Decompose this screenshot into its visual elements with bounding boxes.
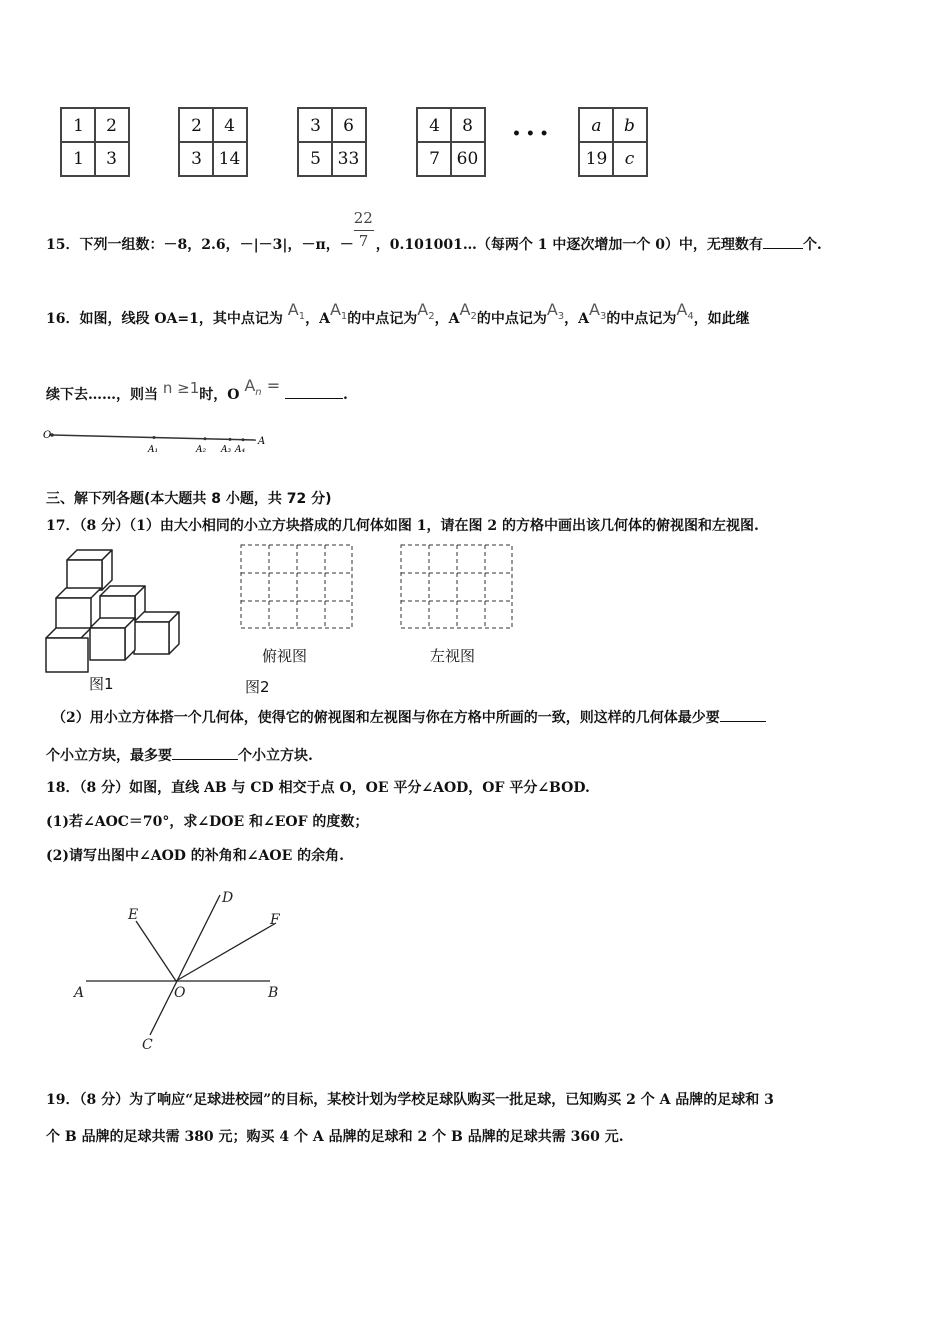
q16-text: ，A <box>434 311 460 327</box>
point-label: $A_3$ <box>589 300 607 323</box>
grid-cell: 2 <box>191 115 202 136</box>
point-label: $A_1$ <box>287 300 306 323</box>
q15-prefix: 15．下列一组数：－8，2.6，－|－3|，－π，－ <box>46 237 354 253</box>
q16-text: 16．如图，线段 OA=1，其中点记为 <box>46 311 283 327</box>
label-O: O <box>43 430 52 441</box>
cube-figure <box>42 540 187 680</box>
fig1-caption: 图1 <box>89 675 114 693</box>
label-A4: A₄ <box>235 445 246 455</box>
q16-text: 时，O <box>199 387 240 403</box>
label-E: E <box>128 907 139 923</box>
label-O: O <box>174 985 186 1001</box>
q15-suffix: ，0.101001…（每两个 1 中逐次增加一个 0）中，无理数有 <box>375 237 763 253</box>
q16-end: . <box>343 387 348 403</box>
fraction-denominator: 7 <box>358 232 369 250</box>
grid-cell: 4 <box>224 115 235 136</box>
grid-cell: 3 <box>191 148 202 169</box>
grid-cell: b <box>624 115 635 136</box>
grid-cell: 6 <box>343 115 354 136</box>
grid-cell: 33 <box>337 148 360 169</box>
q15-end: 个. <box>802 237 822 253</box>
label-D: D <box>222 890 234 906</box>
grid-cell: 14 <box>218 148 241 169</box>
q16-text: 续下去……，则当 <box>46 387 158 403</box>
top-view-label: 俯视图 <box>262 647 308 665</box>
number-grid-2 <box>178 107 248 177</box>
grid-cell: 60 <box>456 148 479 169</box>
label-B: B <box>268 985 279 1001</box>
q16-text: 的中点记为 <box>476 311 547 327</box>
label-A: A <box>258 436 266 447</box>
segment-figure <box>40 425 270 457</box>
grid-cell: a <box>591 115 602 136</box>
angle-figure <box>70 885 290 1055</box>
label-F: F <box>270 912 280 928</box>
grid-cell: 3 <box>106 148 117 169</box>
question-16-line-1 <box>46 300 750 330</box>
point-label: $A_2$ <box>459 300 477 323</box>
question-17-part-2-line-2: 个小立方块，最多要 个小立方块. <box>46 748 313 764</box>
question-16-line-2 <box>46 376 348 406</box>
fraction <box>353 209 376 250</box>
question-18-text: 18．（8 分）如图，直线 AB 与 CD 相交于点 O，OE 平分∠AOD，OF 平分∠BOD. <box>46 780 590 796</box>
question-19-line-2: 个 B 品牌的足球共需 380 元；购买 4 个 A 品牌的足球和 2 个 B 品牌的足球共需 360 元. <box>46 1129 624 1145</box>
answer-blank[interactable] <box>285 398 343 399</box>
left-view-label: 左视图 <box>430 647 476 665</box>
question-19-line-1: 19．（8 分）为了响应“足球进校园”的目标，某校计划为学校足球队购买一批足球，已知购买 2 个 A 品牌的足球和 3 <box>46 1092 774 1108</box>
grid-cell: 8 <box>462 115 473 136</box>
point-label: $A_3$ <box>546 300 565 323</box>
question-17-text: 17．（8 分）（1）由大小相同的小立方块搭成的几何体如图 1，请在图 2 的方格中画出该几何体的俯视图和左视图. <box>46 518 759 534</box>
q16-text: ，如此继 <box>693 311 750 327</box>
label-A3: A₃ <box>221 445 232 455</box>
answer-blank[interactable] <box>763 248 803 249</box>
question-18-part-2: (2)请写出图中∠AOD 的补角和∠AOE 的余角. <box>46 848 344 864</box>
number-grid-5 <box>578 107 648 177</box>
grid-cell: 3 <box>310 115 321 136</box>
left-view-grid[interactable] <box>400 544 514 630</box>
question-17-part-2-line-1: （2）用小立方体搭一个几何体，使得它的俯视图和左视图与你在方格中所画的一致，则这样的几何体最少要 <box>52 707 766 727</box>
point-label: $A_n$ = <box>244 376 281 399</box>
fig2-caption: 图2 <box>245 678 270 696</box>
question-15 <box>46 209 822 254</box>
ellipsis: • • • <box>512 126 549 142</box>
condition: n ≥1 <box>162 379 200 397</box>
label-A1: A₁ <box>148 445 159 455</box>
point-label: $A_4$ <box>676 300 694 323</box>
point-label: $A_1$ <box>329 300 348 323</box>
section-3-heading: 三、解下列各题(本大题共 8 小题，共 72 分) <box>46 491 332 507</box>
number-grid-1 <box>60 107 130 177</box>
answer-blank-min[interactable] <box>720 721 766 722</box>
point-label: $A_2$ <box>417 300 435 323</box>
grid-cell: 4 <box>429 115 440 136</box>
top-view-grid[interactable] <box>240 544 354 630</box>
grid-cell: 2 <box>106 115 117 136</box>
q16-text: 的中点记为 <box>347 311 418 327</box>
grid-cell: 5 <box>310 148 321 169</box>
q16-text: 的中点记为 <box>606 311 677 327</box>
q16-text: ，A <box>305 311 330 327</box>
grid-cell: 19 <box>585 148 608 169</box>
label-A2: A₂ <box>196 445 207 455</box>
q16-text: ，A <box>564 311 590 327</box>
grid-cell: c <box>624 148 635 169</box>
number-grid-4 <box>416 107 486 177</box>
grid-cell: 1 <box>73 148 84 169</box>
label-A: A <box>74 985 85 1001</box>
answer-blank-max[interactable] <box>172 759 238 760</box>
number-grid-3 <box>297 107 367 177</box>
fraction-numerator: 22 <box>353 209 373 227</box>
label-C: C <box>142 1037 153 1053</box>
question-18-part-1: (1)若∠AOC＝70°，求∠DOE 和∠EOF 的度数； <box>46 814 369 830</box>
grid-cell: 1 <box>73 115 84 136</box>
grid-cell: 7 <box>429 148 440 169</box>
